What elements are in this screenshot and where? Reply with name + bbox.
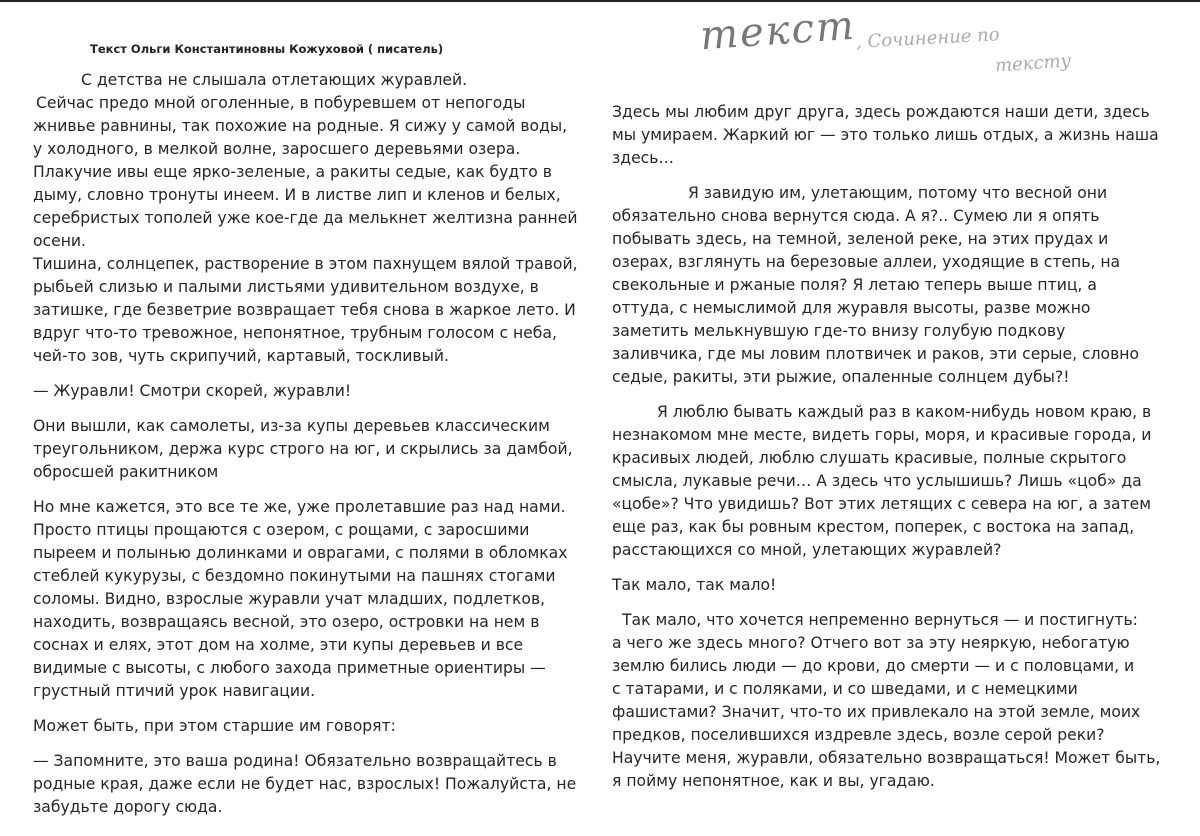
text-line: Здесь мы любим друг друга, здесь рождаются наши дети, здесь — [612, 103, 1150, 121]
text-line: с татарами, и с поляками, и со шведами, и с немецкими — [612, 680, 1078, 698]
left-paragraph — [33, 253, 593, 368]
text-line: Сейчас предо мной оголенные, в побуревшем от непогоды — [36, 94, 526, 112]
text-line: у холодного, в мелкой волне, заросшего деревьями озера. — [33, 140, 521, 158]
text-line: «цобе»? Что увидишь? Вот этих летящих с севера на юг, а затем — [612, 495, 1152, 513]
text-line: пыреем и полынью долинками и оврагами, с полями в обломках — [33, 544, 568, 562]
text-line: заливчика, где мы ловим плотвичек и раков, эти серые, словно — [612, 345, 1140, 363]
text-line: Научите меня, журавли, обязательно возвращаться! Может быть, — [612, 749, 1161, 767]
text-line: Так мало, что хочется непременно вернуться — и постигнуть: — [622, 611, 1138, 629]
text-line: серебристых тополей уже кое-где да мелькнет желтизна ранней — [33, 209, 578, 227]
text-line: находить, возвращаясь весной, это озеро, островки на нем в — [33, 613, 540, 631]
right-paragraph — [612, 574, 1192, 597]
left-paragraph — [33, 415, 593, 484]
text-line: вдруг что-то тревожное, непонятное, трубным голосом с неба, — [33, 324, 557, 342]
text-line: — Запомните, это ваша родина! Обязательно возвращайтесь в — [33, 752, 557, 770]
text-line: грустный птичий урок навигации. — [33, 682, 316, 700]
text-line: треугольником, держа курс строго на юг, и скрылись за дамбой, — [33, 440, 573, 458]
handwritten-note — [698, 2, 1072, 77]
left-column — [33, 69, 593, 819]
right-paragraph — [612, 182, 1192, 389]
text-line: здесь… — [612, 149, 675, 167]
text-line: еще раз, как бы ровным крестом, поперек, с востока на запад, — [612, 518, 1135, 536]
text-line: обросшей ракитником — [33, 463, 219, 481]
text-line: незнакомом мне месте, видеть горы, моря, и красивые города, и — [612, 426, 1152, 444]
left-paragraph — [33, 496, 593, 703]
text-line: озерах, взглянуть на березовые аллеи, уходящие в степь, на — [612, 253, 1121, 271]
handwritten-note-line2: тексту — [994, 50, 1072, 77]
right-paragraph — [612, 101, 1192, 170]
text-line: — Журавли! Смотри скорей, журавли! — [33, 382, 352, 400]
text-line: я пойму непонятное, как и вы, угадаю. — [612, 772, 935, 790]
handwritten-note-line1: , Сочинение по — [855, 24, 1000, 53]
text-line: дыму, словно тронуты инеем. И в листве лип и кленов и белых, — [33, 186, 561, 204]
text-line: забудьте дорогу сюда. — [33, 798, 223, 816]
left-paragraph — [33, 750, 593, 819]
text-line: мы умираем. Жаркий юг — это только лишь отдых, а жизнь наша — [612, 126, 1159, 144]
text-line: чей-то зов, чуть скрипучий, картавый, тоскливый. — [33, 347, 449, 365]
text-line: красивых людей, люблю слушать красивые, полные скрытого — [612, 449, 1127, 467]
text-line: Так мало, так мало! — [612, 576, 777, 594]
right-paragraph — [612, 609, 1192, 793]
right-column — [612, 101, 1192, 793]
text-line: Я люблю бывать каждый раз в каком-нибудь новом краю, в — [657, 403, 1152, 421]
text-line: С детства не слышала отлетающих журавлей. — [81, 71, 468, 89]
text-line: фашистами? Значит, что-то их привлекало на этой земле, моих — [612, 703, 1141, 721]
text-line: свекольные и ржаные поля? Я летаю теперь выше птиц, а — [612, 276, 1097, 294]
right-paragraph — [612, 401, 1192, 562]
text-line: видимые с высоты, с любого захода приметные ориентиры — — [33, 659, 546, 677]
text-line: соснах и елях, этот дом на холме, эти купы деревьев и все — [33, 636, 524, 654]
text-line: побывать здесь, на темной, зеленой реке, на этих прудах и — [612, 230, 1109, 248]
text-line: землю бились люди — до крови, до смерти — и с половцами, и — [612, 657, 1135, 675]
text-line: расстающихся со мной, улетающих журавлей? — [612, 541, 1002, 559]
handwritten-note-word: текст — [698, 2, 858, 60]
text-line: Может быть, при этом старшие им говорят: — [33, 717, 396, 735]
text-line: осени. — [33, 232, 86, 250]
left-paragraph — [33, 92, 593, 253]
left-paragraph — [33, 69, 593, 92]
text-line: оттуда, с немыслимой для журавля высоты, разве можно — [612, 299, 1091, 317]
text-line: стеблей кукурузы, с бездомно покинутыми на пашнях стогами — [33, 567, 556, 585]
text-line: Плакучие ивы еще ярко-зеленые, а ракиты седые, как будто в — [33, 163, 552, 181]
document-title: Текст Ольги Константиновны Кожуховой ( писатель) — [90, 42, 444, 56]
text-line: а чего же здесь много? Отчего вот за эту неяркую, небогатую — [612, 634, 1130, 652]
text-line: смысла, лукавые речи… А здесь что услышишь? Лишь «цоб» да — [612, 472, 1142, 490]
left-paragraph — [33, 715, 593, 738]
text-line: предков, поселившихся издревле здесь, возле серой реки? — [612, 726, 1105, 744]
text-line: Просто птицы прощаются с озером, с рощами, с заросшими — [33, 521, 530, 539]
text-line: рыбьей слизью и палыми листьями удивительном воздухе, в — [33, 278, 539, 296]
text-line: Тишина, солнцепек, растворение в этом пахнущем вялой травой, — [33, 255, 578, 273]
text-line: родные края, даже если не будет нас, взрослых! Пожалуйста, не — [33, 775, 577, 793]
text-line: затишке, где безветрие возвращает тебя снова в жаркое лето. И — [33, 301, 576, 319]
text-line: соломы. Видно, взрослые журавли учат младших, подлетков, — [33, 590, 546, 608]
text-line: Я завидую им, улетающим, потому что весной они — [688, 184, 1108, 202]
text-line: обязательно снова вернутся сюда. А я?.. Сумею ли я опять — [612, 207, 1100, 225]
text-line: заметить мелькнувшую где-то внизу голубую подкову — [612, 322, 1066, 340]
text-line: седые, ракиты, эти рыжие, опаленные солнцем дубы?! — [612, 368, 1070, 386]
text-line: Но мне кажется, это все те же, уже пролетавшие раз над нами. — [33, 498, 566, 516]
left-paragraph — [33, 380, 593, 403]
scan-top-border — [0, 0, 1200, 2]
text-line: жнивье равнины, так похожие на родные. Я сижу у самой воды, — [33, 117, 568, 135]
text-line: Они вышли, как самолеты, из-за купы деревьев классическим — [33, 417, 550, 435]
